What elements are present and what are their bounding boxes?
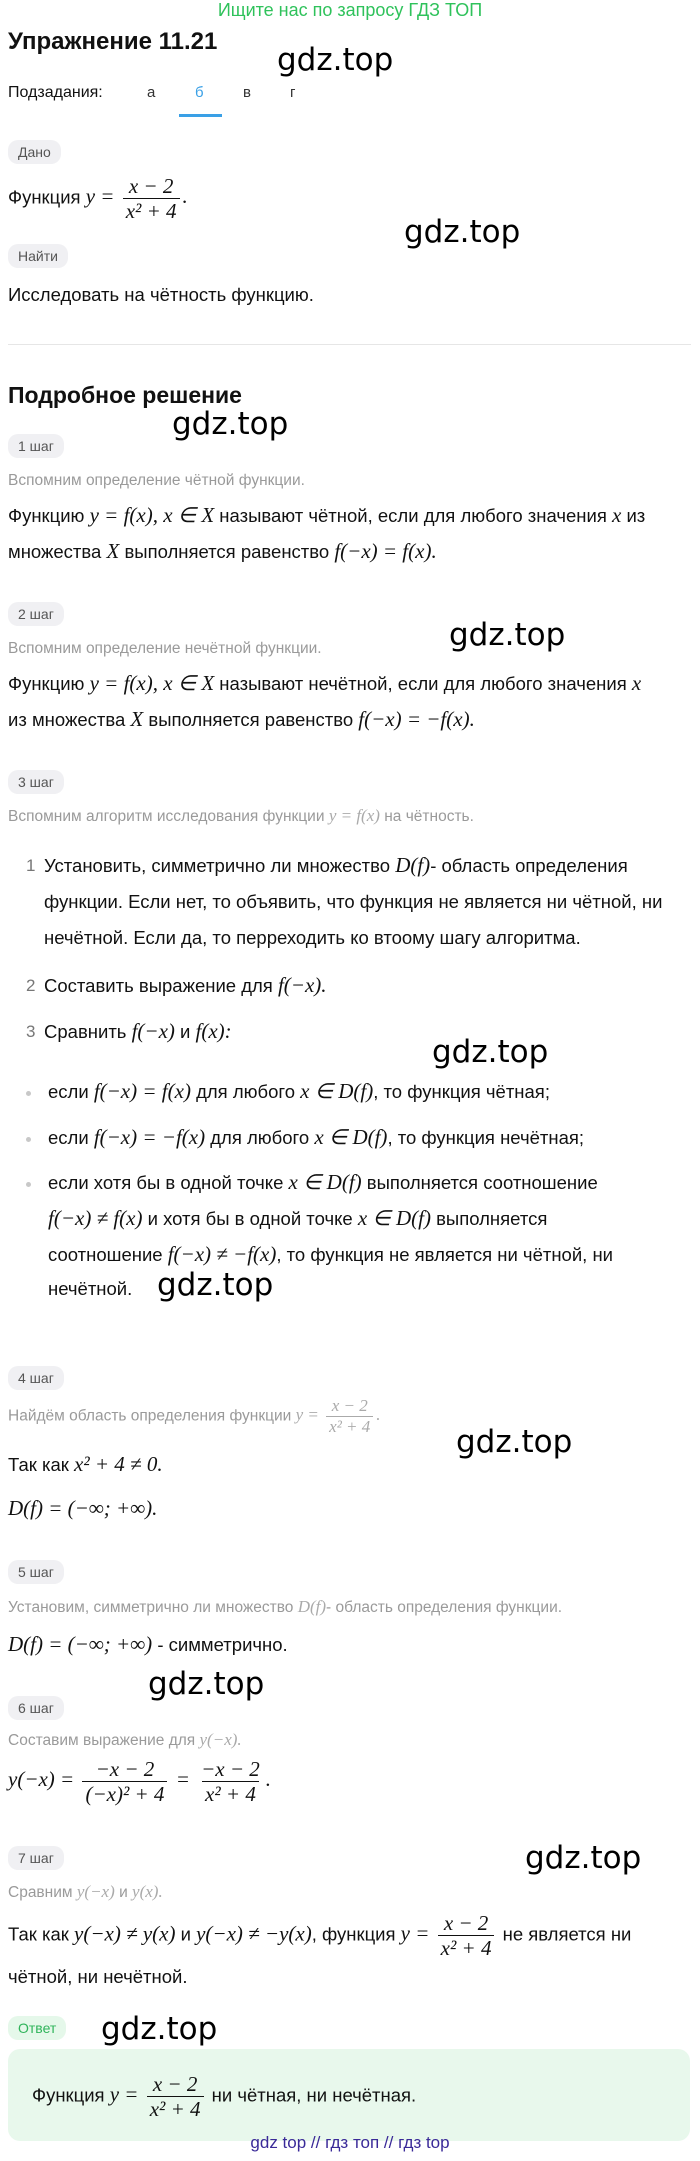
step-2-note: Вспомним определение нечётной функции.: [8, 640, 322, 657]
step-5-note: Установим, симметрично ли множество D(f)- область определения функции.: [8, 1597, 563, 1616]
bullet-3-line-1: если хотя бы в одной точке x ∈ D(f) выполняется соотношение: [48, 1170, 598, 1194]
step-3-chip: 3 шаг: [8, 770, 64, 794]
watermark: gdz.top: [525, 1840, 642, 1876]
divider: [8, 344, 691, 345]
solution-title: Подробное решение: [8, 382, 242, 408]
step-6-formula: y(−x) = $\frac{-x - 2}{\text{(−x)² + 4}}$ = $\frac{-x - 2}{\text{x² + 4}}$ .: [8, 1757, 272, 1806]
algo-1-line-3: нечётной. Если да, то перреходить ко втоому шагу алгоритма.: [44, 927, 581, 948]
step-6-note: Составим выражение для y(−x).: [8, 1730, 242, 1749]
step-7-line-2: чётной, ни нечётной.: [8, 1966, 188, 1987]
watermark: gdz.top: [148, 1666, 265, 1702]
step-5-line: D(f) = (−∞; +∞) - симметрично.: [8, 1632, 288, 1656]
watermark: gdz.top: [277, 42, 394, 78]
step-7-chip: 7 шаг: [8, 1846, 64, 1870]
step-5-chip: 5 шаг: [8, 1560, 64, 1584]
algo-3-line: Сравнить f(−x) и f(x):: [44, 1019, 232, 1043]
algo-1-line-1: Установить, симметрично ли множество D(f)- область определения: [44, 853, 628, 877]
bullet-dot: [26, 1182, 31, 1187]
bullet-3-line-4: нечётной.: [48, 1278, 133, 1299]
algo-2-number: 2: [26, 976, 36, 995]
answer-chip: Ответ: [8, 2016, 66, 2040]
step-4-line-2: D(f) = (−∞; +∞).: [8, 1496, 158, 1520]
step-3-note: Вспомним алгоритм исследования функции y = f(x) на чётность.: [8, 806, 474, 825]
bullet-dot: [26, 1091, 31, 1096]
algo-2-line: Составить выражение для f(−x).: [44, 973, 327, 997]
watermark: gdz.top: [432, 1034, 549, 1070]
watermark: gdz.top: [172, 406, 289, 442]
watermark: gdz.top: [157, 1267, 274, 1303]
algo-1-line-2: функции. Если нет, то объявить, что функция не является ни чётной, ни: [44, 891, 663, 912]
watermark: gdz.top: [449, 617, 566, 653]
watermark: gdz.top: [404, 214, 521, 250]
subtasks-label: Подзадания:: [8, 84, 103, 101]
search-banner[interactable]: Ищите нас по запросу ГДЗ ТОП: [217, 0, 483, 20]
step-1-note: Вспомним определение чётной функции.: [8, 472, 305, 489]
given-formula: y = $\frac{x - 2}{\text{x² + 4}}$ .: [85, 174, 188, 223]
page-title: Упражнение 11.21: [8, 28, 218, 55]
step-4-line-1: Так как x² + 4 ≠ 0.: [8, 1452, 163, 1476]
step-1-line-1: Функцию y = f(x), x ∈ X называют чётной, если для любого значения x из: [8, 503, 646, 527]
find-text: Исследовать на чётность функцию.: [8, 284, 314, 305]
step-4-chip: 4 шаг: [8, 1366, 64, 1390]
tab-g[interactable]: г: [290, 84, 296, 101]
given-line: [8, 174, 188, 223]
step-1-line-2: множества X выполняется равенство f(−x) = f(x).: [8, 539, 437, 563]
step-7-line-1: Так как y(−x) ≠ y(x) и y(−x) ≠ −y(x), функция y = $\frac{x - 2}{\text{x² + 4}}$ не является ни: [8, 1911, 632, 1960]
bullet-dot: [26, 1137, 31, 1142]
answer-text: Функция y = $\frac{x - 2}{\text{x² + 4}}$ ни чётная, ни нечётная.: [32, 2072, 417, 2121]
watermark: gdz.top: [101, 2011, 218, 2047]
bullet-3-line-3: соотношение f(−x) ≠ −f(x), то функция не является ни чётной, ни: [48, 1242, 613, 1266]
footer-links[interactable]: gdz top // гдз топ // гдз top: [250, 2133, 450, 2152]
bullet-2: если f(−x) = −f(x) для любого x ∈ D(f), то функция нечётная;: [48, 1125, 585, 1149]
bullet-1: если f(−x) = f(x) для любого x ∈ D(f), то функция чётная;: [48, 1079, 550, 1103]
given-chip: Дано: [8, 140, 61, 164]
tab-v[interactable]: в: [243, 84, 251, 101]
find-chip: Найти: [8, 244, 68, 268]
step-2-chip: 2 шаг: [8, 602, 64, 626]
tab-active-indicator: [179, 114, 222, 117]
bullet-3-line-2: f(−x) ≠ f(x) и хотя бы в одной точке x ∈ D(f) выполняется: [48, 1206, 548, 1230]
algo-3-number: 3: [26, 1022, 36, 1041]
step-1-chip: 1 шаг: [8, 434, 64, 458]
step-2-line-2: из множества X выполняется равенство f(−x) = −f(x).: [8, 707, 475, 731]
algo-1-number: 1: [26, 856, 36, 875]
tab-b[interactable]: б: [195, 84, 204, 101]
step-7-note: Сравним y(−x) и y(x).: [8, 1882, 163, 1901]
step-4-note: Найдём область определения функции y = $\frac{x - 2}{\text{x² + 4}}$ .: [8, 1396, 381, 1436]
step-6-chip: 6 шаг: [8, 1696, 64, 1720]
step-2-line-1: Функцию y = f(x), x ∈ X называют нечётной, если для любого значения x: [8, 671, 642, 695]
watermark: gdz.top: [456, 1424, 573, 1460]
given-text: Функция: [8, 186, 81, 208]
tab-a[interactable]: а: [147, 84, 156, 101]
